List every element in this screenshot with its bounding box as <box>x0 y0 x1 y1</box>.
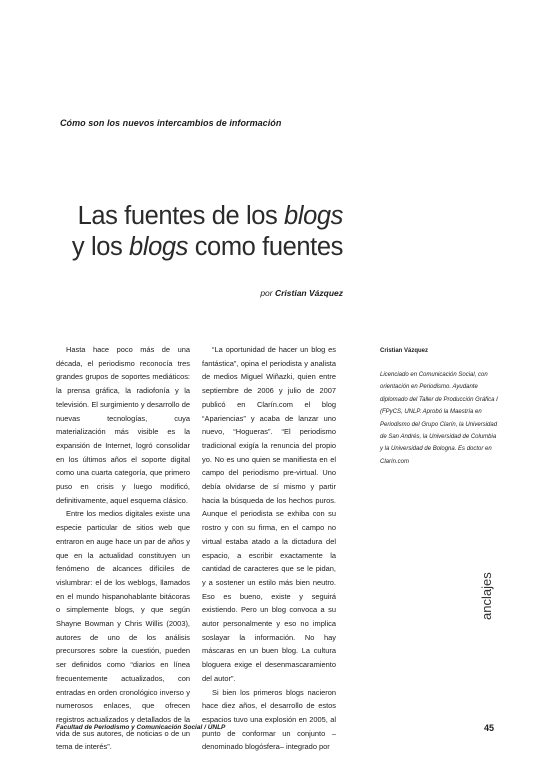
title-italic: blogs <box>284 202 343 230</box>
article-title-line-2 <box>60 232 343 263</box>
byline-author: Cristian Vázquez <box>274 288 343 298</box>
paragraph: Entre los medios digitales existe una especie particular de sitios web que entraron en auge hace un par de años y que en la actualidad constituyen un fenómeno de alcances difíciles de vislumbrar: el de los weblogs, llamados en el mundo hispanohablante bitácoras o simplemente blogs, y que según Shayne Bowman y Chris Willis (2003), autores de uno de los análisis precursores sobre la cuestión, pueden ser definidos como “diarios en línea frecuentemente actualizados, con entradas en orden cronológico inverso y numerosos enlaces, que ofrecen registros actualizados y detallados de la vida de sus autores, de noticias o de un tema de interés”. <box>56 509 190 752</box>
footer-institution: Facultad de Periodismo y Comunicación Social / UNLP <box>56 724 226 731</box>
section-kicker: Cómo son los nuevos intercambios de información <box>60 118 282 128</box>
author-sidebar-bio: Licenciado en Comunicación Social, con orientación en Periodismo. Ayudante diplomado del Taller de Producción Gráfica I (FPyCS, UNLP. Aprobó la Maestría en Periodismo del Grupo Clarín, la Universidad de San Andrés, la Universidad de Columbia y la Universidad de Bologna. Es doctor en Clarín.com <box>380 372 498 465</box>
byline <box>60 288 343 298</box>
paragraph: Si bien los primeros blogs nacieron hace diez años, el desarrollo de estos espacios tuvo una explosión en 2005, al punto de conformar un conjunto –denominado blogósfera– integrado por <box>202 687 336 752</box>
body-column-1 <box>56 343 190 754</box>
paragraph: Hasta hace poco más de una década, el periodismo reconocía tres grandes grupos de soportes mediáticos: la prensa gráfica, la radiofonía y la televisión. El surgimiento y desarrollo de nuevas tecnologías, cuya materialización más visible es la expansión de Internet, logró consolidar en los últimos años el soporte digital como una cuarta categoría, que primero puso en crisis y luego modificó, definitivamente, aquel esquema clásico. <box>56 345 190 505</box>
title-italic: blogs <box>129 233 189 261</box>
paragraph: “La oportunidad de hacer un blog es fantástica”, opina el periodista y analista de medios Miguel Wiñazki, quien entre septiembre de 2006 y julio de 2007 publicó en Clarín.com el blog “Apariencias” y acaba de lanzar uno nuevo, “Hogueras”. “El periodismo tradicional exigía la renuncia del propio yo. No es uno quien se manifiesta en el campo del periodismo pre-virtual. Uno debía olvidarse de sí mismo y partir hacia la búsqueda de los hechos puros. Aunque el periodista se exhiba con su rostro y con su firma, en el campo no virtual estaba atado a la dictadura del espacio, a escribir exactamente la cantidad de caracteres que se le pidan, y a sostener un estilo más bien neutro. Eso es bueno, existe y seguirá existiendo. Pero un blog convoca a su autor personalmente y eso no implica soslayar la información. No hay máscaras en un buen blog. La cultura bloguera exige el desenmascaramiento del autor”. <box>202 345 336 683</box>
body-column-2 <box>202 343 336 754</box>
title-text: Las fuentes de los <box>77 202 285 230</box>
section-vertical-label: anclajes <box>479 572 494 620</box>
article-title-line-1 <box>60 201 343 232</box>
title-text: y los <box>71 233 130 261</box>
page-number: 45 <box>484 723 495 733</box>
author-sidebar-name: Cristian Vázquez <box>380 348 429 354</box>
title-text: como fuentes <box>188 233 343 261</box>
byline-prefix: por <box>260 288 275 298</box>
